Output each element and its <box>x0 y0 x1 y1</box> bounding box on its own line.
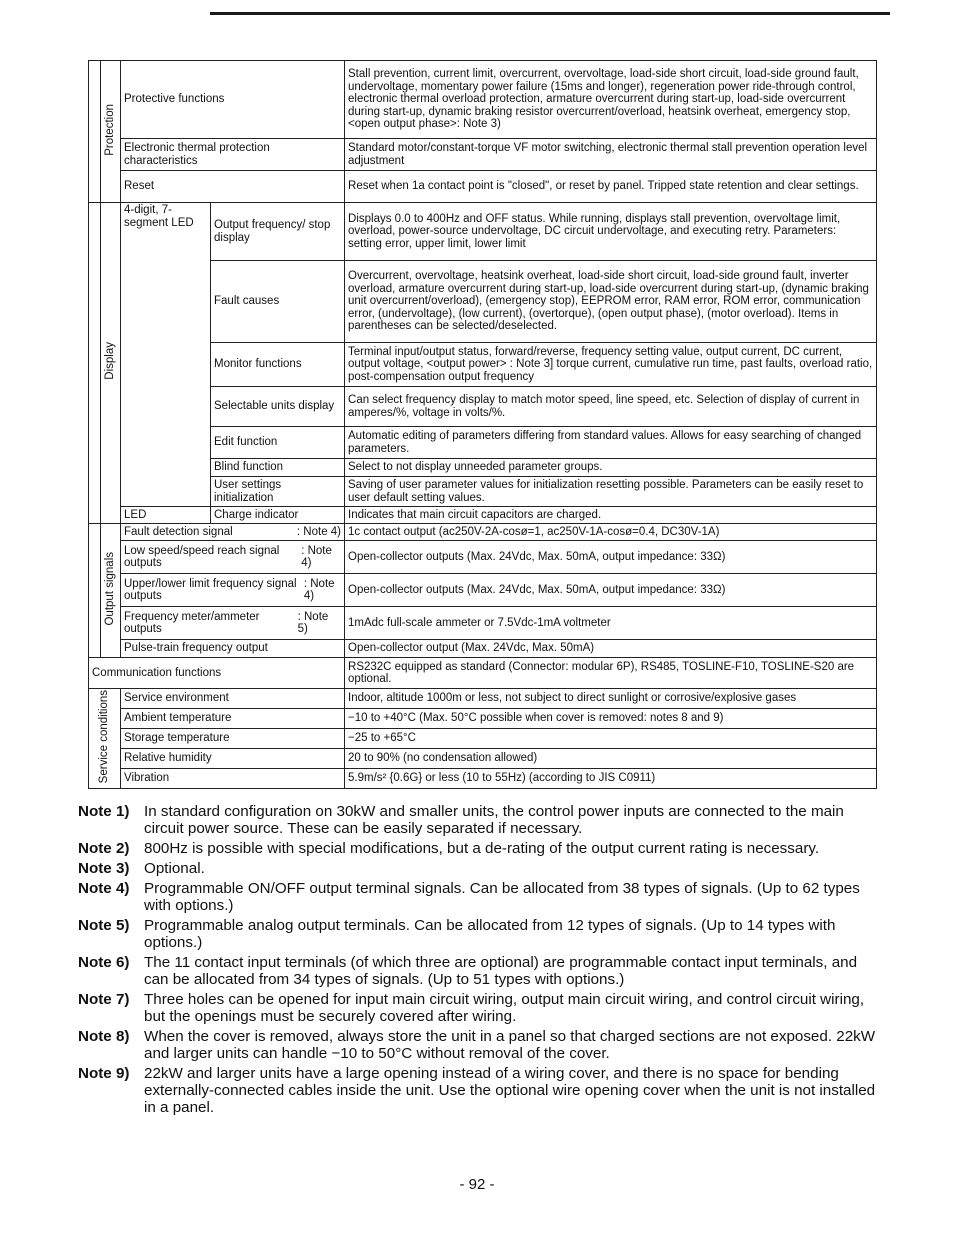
note-item <box>78 955 878 989</box>
item-label: Fault causes <box>211 261 345 343</box>
item-label: Storage temperature <box>121 728 345 748</box>
item-label: Output frequency/ stop display <box>211 203 345 261</box>
table-row <box>89 61 877 139</box>
item-label: Charge indicator <box>211 507 345 524</box>
note-item <box>78 1029 878 1063</box>
section-service-conditions: Service conditions <box>89 689 121 789</box>
item-desc: Stall prevention, current limit, overcurrent, overvoltage, load-side short circuit, load-side ground fault, undervoltage, momentary power failure (15ms and longer), regeneration power ride-through control, electronic thermal overload protection, armature overcurrent during start-up, load-side overcurrent during start-up, dynamic braking resistor overcurrent/overload, heatsink overheat, emergency stop, <open output phase>: Note 3) <box>345 61 877 139</box>
item-label: Protective functions <box>121 61 345 139</box>
item-label: Vibration <box>121 768 345 788</box>
note-item <box>78 804 878 838</box>
table-row <box>89 524 877 541</box>
spec-table <box>88 60 877 789</box>
table-row <box>89 748 877 768</box>
table-row <box>89 203 877 261</box>
item-desc: 1mAdc full-scale ammeter or 7.5Vdc-1mA voltmeter <box>345 607 877 640</box>
item-label: Relative humidity <box>121 748 345 768</box>
note-label: Note 5) <box>78 917 130 935</box>
note-item <box>78 918 878 952</box>
item-desc: RS232C equipped as standard (Connector: modular 6P), RS485, TOSLINE-F10, TOSLINE-S20 are optional. <box>345 658 877 689</box>
item-desc: Terminal input/output status, forward/reverse, frequency setting value, output current, DC current, output voltage, <output power> : Note 3] torque current, cumulative run time, past faults, overload ratio, post-compensation output frequency <box>345 343 877 387</box>
item-desc: 20 to 90% (no condensation allowed) <box>345 748 877 768</box>
section-display: Display <box>101 203 121 524</box>
item-label: Fault detection signal : Note 4) <box>121 524 345 541</box>
note-item <box>78 881 878 915</box>
note-item <box>78 861 878 878</box>
item-desc: Select to not display unneeded parameter groups. <box>345 459 877 477</box>
table-row <box>89 541 877 574</box>
note-text: The 11 contact input terminals (of which three are optional) are programmable contact input terminals, and can be allocated from 34 types of signals. (Up to 51 types with options.) <box>144 954 858 989</box>
note-label: Note 3) <box>78 860 130 878</box>
table-row <box>89 171 877 203</box>
note-label: Note 1) <box>78 803 130 820</box>
item-desc: Open-collector outputs (Max. 24Vdc, Max. 50mA, output impedance: 33Ω) <box>345 541 877 574</box>
section-protection: Protection <box>101 61 121 203</box>
led-label: LED <box>121 507 211 524</box>
led-group-label: 4-digit, 7-segment LED <box>121 203 211 507</box>
item-label: Blind function <box>211 459 345 477</box>
item-label: User settings initialization <box>211 477 345 507</box>
page-number: - 92 - <box>459 1176 495 1193</box>
table-row <box>89 607 877 640</box>
table-row <box>89 507 877 524</box>
note-item <box>78 1066 878 1116</box>
note-text: In standard configuration on 30kW and smaller units, the control power inputs are connected to the main circuit power source. These can be easily separated if necessary. <box>144 803 844 837</box>
item-label: Service environment <box>121 689 345 709</box>
item-label: Pulse-train frequency output <box>121 640 345 658</box>
note-text: Optional. <box>144 860 205 878</box>
notes-section <box>78 804 878 1120</box>
item-desc: −10 to +40°C (Max. 50°C possible when cover is removed: notes 8 and 9) <box>345 708 877 728</box>
item-label: Selectable units display <box>211 387 345 427</box>
item-desc: Standard motor/constant-torque VF motor switching, electronic thermal stall prevention operation level adjustment <box>345 139 877 171</box>
item-desc: 5.9m/s² {0.6G} or less (10 to 55Hz) (according to JIS C0911) <box>345 768 877 788</box>
spec-table-container <box>88 60 876 789</box>
note-label: Note 4) <box>78 880 130 898</box>
item-desc: 1c contact output (ac250V-2A-cosø=1, ac250V-1A-cosø=0.4, DC30V-1A) <box>345 524 877 541</box>
top-rule <box>210 12 890 15</box>
table-row <box>89 574 877 607</box>
item-desc: Reset when 1a contact point is "closed", or reset by panel. Tripped state retention and clear settings. <box>345 171 877 203</box>
table-row <box>89 658 877 689</box>
table-row <box>89 689 877 709</box>
note-text: When the cover is removed, always store the unit in a panel so that charged sections are not exposed. 22kW and larger units can handle −10 to 50°C without removal of the cover. <box>144 1028 876 1063</box>
item-label: Frequency meter/ammeter outputs : Note 5) <box>121 607 345 640</box>
item-desc: Saving of user parameter values for initialization resetting possible. Parameters can be easily reset to user default setting values. <box>345 477 877 507</box>
item-desc: Can select frequency display to match motor speed, line speed, etc. Selection of display of current in amperes/%, voltage in volts/%. <box>345 387 877 427</box>
note-label: Note 7) <box>78 991 130 1009</box>
table-row <box>89 139 877 171</box>
note-label: Note 6) <box>78 954 130 972</box>
note-text: 800Hz is possible with special modifications, but a de-rating of the output current rating is necessary. <box>144 839 820 857</box>
note-label: Note 8) <box>78 1028 130 1046</box>
table-row <box>89 768 877 788</box>
item-desc: Displays 0.0 to 400Hz and OFF status. While running, displays stall prevention, overvoltage limit, overload, power-source undervoltage, DC circuit undervoltage, and executing retry. Parameters: setting error, upper limit, lower limit <box>345 203 877 261</box>
item-desc: Open-collector output (Max. 24Vdc, Max. 50mA) <box>345 640 877 658</box>
note-text: Programmable ON/OFF output terminal signals. Can be allocated from 38 types of signals. (Up to 62 types with options.) <box>144 880 860 915</box>
item-desc: Open-collector outputs (Max. 24Vdc, Max. 50mA, output impedance: 33Ω) <box>345 574 877 607</box>
item-desc: Indicates that main circuit capacitors are charged. <box>345 507 877 524</box>
item-label: Electronic thermal protection characteristics <box>121 139 345 171</box>
item-desc: −25 to +65°C <box>345 728 877 748</box>
item-desc: Indoor, altitude 1000m or less, not subject to direct sunlight or corrosive/explosive gases <box>345 689 877 709</box>
item-desc: Overcurrent, overvoltage, heatsink overheat, load-side short circuit, load-side ground fault, inverter overload, armature overcurrent during start-up, load-side overcurrent during start-up, (dynamic braking unit overcurrent/overload), (emergency stop), EEPROM error, RAM error, ROM error, communication error, (undervoltage), (low current), (overtorque), (open output phase), (motor overload). Items in parentheses can be selected/deselected. <box>345 261 877 343</box>
item-label: Upper/lower limit frequency signal outputs : Note 4) <box>121 574 345 607</box>
item-label: Ambient temperature <box>121 708 345 728</box>
note-item <box>78 992 878 1026</box>
item-label: Edit function <box>211 427 345 459</box>
section-output-signals: Output signals <box>101 524 121 658</box>
table-row <box>89 728 877 748</box>
note-label: Note 2) <box>78 839 130 857</box>
item-label: Low speed/speed reach signal outputs : Note 4) <box>121 541 345 574</box>
item-desc: Automatic editing of parameters differing from standard values. Allows for easy searching of changed parameters. <box>345 427 877 459</box>
item-label: Monitor functions <box>211 343 345 387</box>
note-text: 22kW and larger units have a large opening instead of a wiring cover, and there is no space for bending externally-connected cables inside the unit. Use the optional wire opening cover when the unit is not installed in a panel. <box>144 1065 876 1116</box>
table-row <box>89 640 877 658</box>
item-label: Communication functions <box>89 658 345 689</box>
note-text: Programmable analog output terminals. Can be allocated from 12 types of signals. (Up to 14 types with options.) <box>144 917 836 952</box>
item-label: Reset <box>121 171 345 203</box>
table-row <box>89 708 877 728</box>
note-text: Three holes can be opened for input main circuit wiring, output main circuit wiring, and control circuit wiring, but the openings must be securely covered after wiring. <box>144 991 865 1026</box>
note-label: Note 9) <box>78 1065 130 1083</box>
note-item <box>78 841 878 858</box>
